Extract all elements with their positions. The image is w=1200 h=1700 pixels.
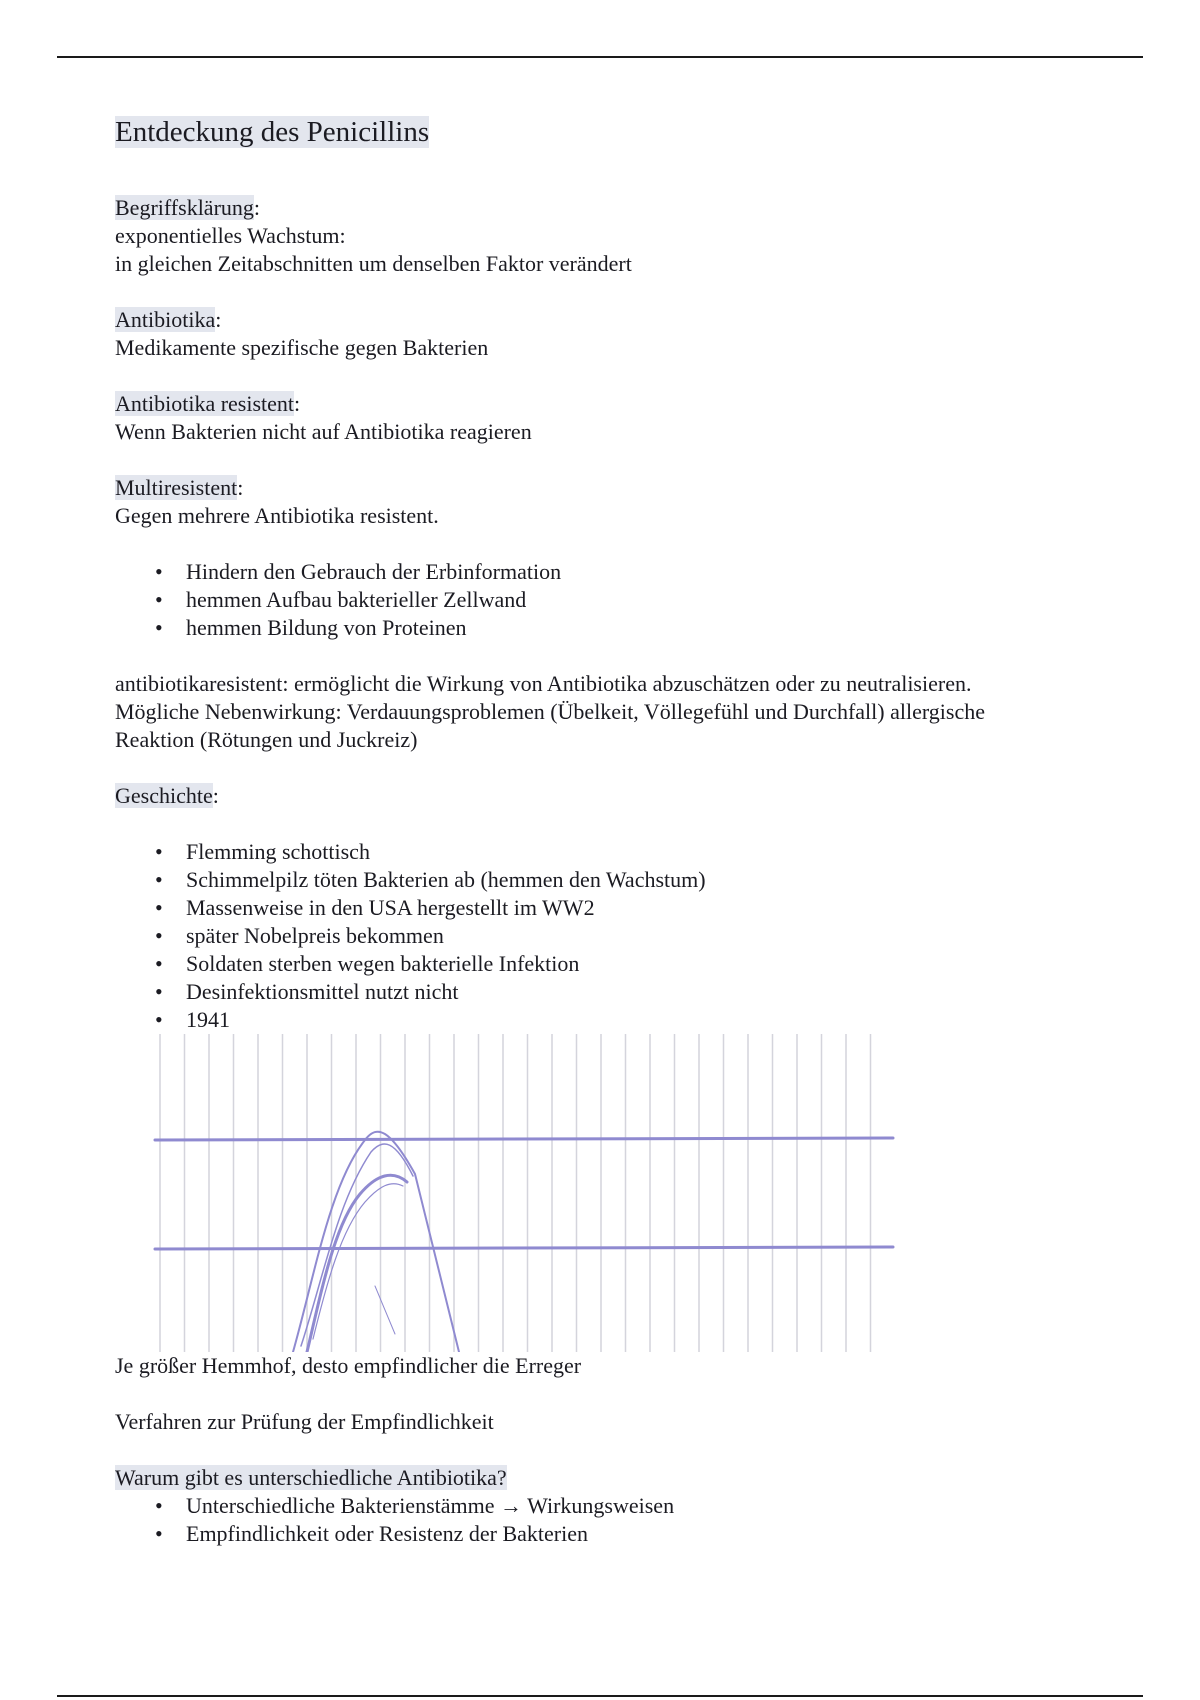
definition-antibiotika-resistent: Wenn Bakterien nicht auf Antibiotika reagieren <box>115 419 532 444</box>
list-item: • 1941 <box>115 1006 1115 1034</box>
definition-multiresistent: Gegen mehrere Antibiotika resistent. <box>115 503 439 528</box>
list-item: • Unterschiedliche Bakterienstämme → Wirkungsweisen <box>115 1492 1115 1520</box>
heading-antibiotika-resistent-text: Antibiotika resistent <box>115 391 295 416</box>
list-item: • Empfindlichkeit oder Resistenz der Bakterien <box>115 1520 1115 1548</box>
sketch-line-upper <box>155 1138 893 1140</box>
top-rule <box>57 56 1143 58</box>
paragraph-line: Reaktion (Rötungen und Juckreiz) <box>115 727 418 752</box>
list-item: • Schimmelpilz töten Bakterien ab (hemmen den Wachstum) <box>115 866 1115 894</box>
sketch-line-lower <box>155 1247 893 1249</box>
page-title-text: Entdeckung des Penicillins <box>115 116 430 148</box>
list-item: • hemmen Aufbau bakterieller Zellwand <box>115 586 1115 614</box>
list-item: • Massenweise in den USA hergestellt im WW2 <box>115 894 1115 922</box>
list-item: • Flemming schottisch <box>115 838 1115 866</box>
paragraph-line: Mögliche Nebenwirkung: Verdauungsproblemen (Übelkeit, Völlegefühl und Durchfall) allergische <box>115 699 985 724</box>
sketch-curve-inner <box>307 1175 407 1352</box>
paragraph-line: antibiotikaresistent: ermöglicht die Wirkung von Antibiotika abzuschätzen oder zu neutralisieren. <box>115 671 972 696</box>
wirkung-list <box>115 558 1115 642</box>
heading-antibiotika-text: Antibiotika <box>115 307 216 332</box>
bottom-rule <box>57 1695 1143 1697</box>
hemmhof-sketch-image <box>115 1034 915 1352</box>
list-item: • Desinfektionsmittel nutzt nicht <box>115 978 1115 1006</box>
page-title <box>115 112 1115 152</box>
verfahren-statement: Verfahren zur Prüfung der Empfindlichkeit <box>115 1409 494 1434</box>
geschichte-list <box>115 838 1115 1034</box>
heading-warum <box>115 1464 1115 1492</box>
definition-antibiotika: Medikamente spezifische gegen Bakterien <box>115 335 489 360</box>
heading-antibiotika: Antibiotika: <box>115 307 222 332</box>
heading-begriffsklaerung-text: Begriffsklärung <box>115 195 254 220</box>
sketch-grid <box>160 1034 871 1352</box>
heading-antibiotika-resistent: Antibiotika resistent: <box>115 391 301 416</box>
list-item: • Hindern den Gebrauch der Erbinformation <box>115 558 1115 586</box>
list-item: • Soldaten sterben wegen bakterielle Infektion <box>115 950 1115 978</box>
warum-list <box>115 1492 1115 1548</box>
sketch-curves <box>155 1132 893 1352</box>
heading-warum-text: Warum gibt es unterschiedliche Antibiotika? <box>115 1465 507 1490</box>
hemmhof-statement: Je größer Hemmhof, desto empfindlicher die Erreger <box>115 1353 582 1378</box>
heading-multiresistent-text: Multiresistent <box>115 475 238 500</box>
document-body <box>115 112 1115 1548</box>
hemmhof-sketch-drawing <box>115 1034 915 1352</box>
heading-geschichte: Geschichte: <box>115 783 219 808</box>
heading-multiresistent: Multiresistent: <box>115 475 244 500</box>
list-item: • später Nobelpreis bekommen <box>115 922 1115 950</box>
heading-geschichte-text: Geschichte <box>115 783 213 808</box>
heading-begriffsklaerung: Begriffsklärung: <box>115 195 261 220</box>
term-exponentielles-wachstum: exponentielles Wachstum: <box>115 223 346 248</box>
list-item: • hemmen Bildung von Proteinen <box>115 614 1115 642</box>
definition-exponentielles-wachstum: in gleichen Zeitabschnitten um denselben Faktor verändert <box>115 251 632 276</box>
sketch-curve-outer-trace <box>301 1144 413 1346</box>
sketch-stray-stroke <box>375 1286 395 1334</box>
